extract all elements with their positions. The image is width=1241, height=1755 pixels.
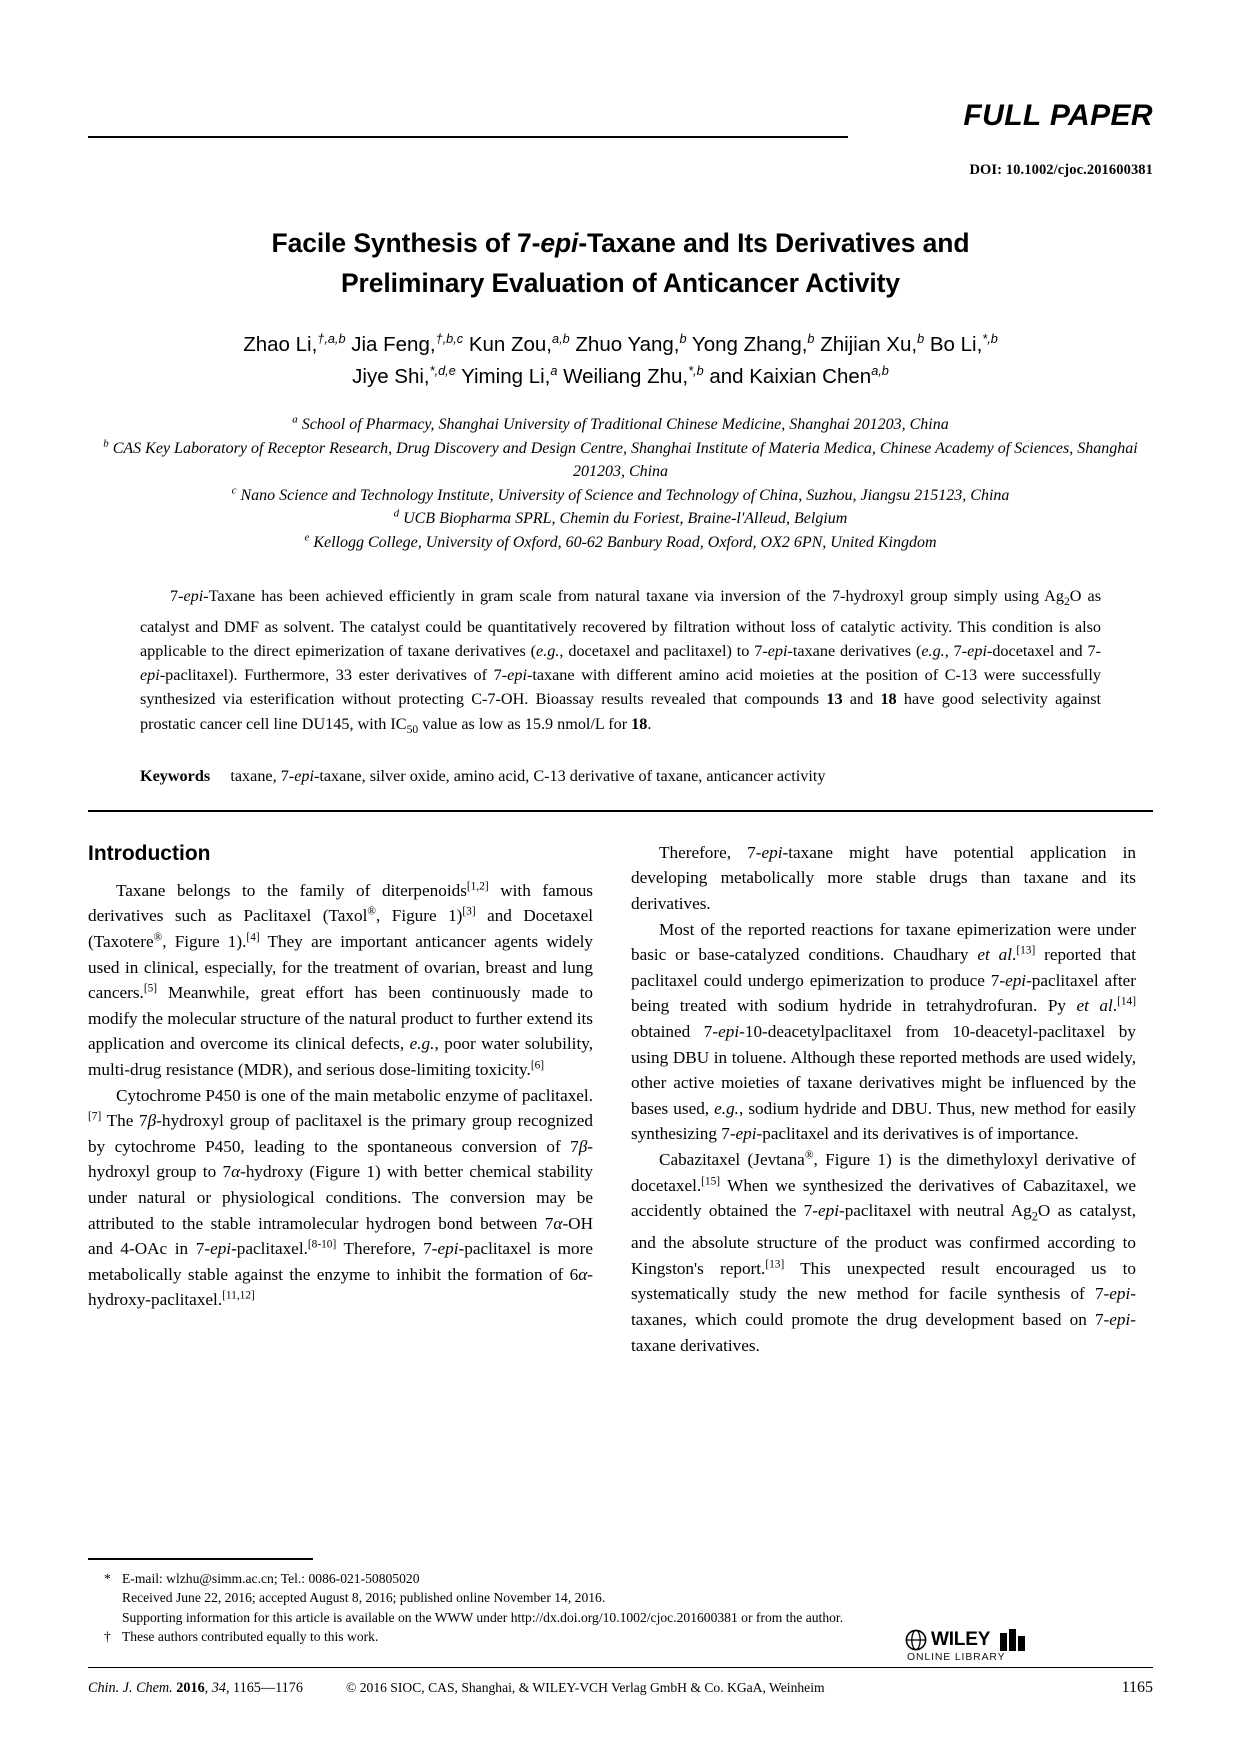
title-line-1-part-b: -Taxane and Its Derivatives and [578, 228, 970, 258]
footer-citation: Chin. J. Chem. 2016, 34, 1165—1176 [88, 1680, 303, 1696]
affiliation-marker: b [103, 437, 109, 450]
footnote-marker [88, 1608, 122, 1628]
title-line-1-part-a: Facile Synthesis of 7- [271, 228, 541, 258]
author-affiliation-marker: †,b,c [435, 331, 464, 347]
author-affiliation-marker: a [550, 363, 558, 379]
title-line-2: Preliminary Evaluation of Anticancer Activity [340, 268, 901, 298]
author-name: Jiye Shi, [352, 365, 430, 388]
affiliation-item [88, 531, 1153, 555]
author-name: Bo Li, [929, 333, 983, 356]
affiliation-marker: a [292, 413, 298, 426]
author-name: Zhijian Xu, [820, 333, 918, 356]
article-type-label: FULL PAPER [963, 99, 1153, 132]
body-paragraph: Cabazitaxel (Jevtana®, Figure 1) is the dimethyloxyl derivative of docetaxel.[15] When we synthesized the derivatives of Cabazitaxel, we accidently obtained the 7-epi-paclitaxel with neutral $Ag_2O$ as catalyst, and the absolute structure of the product was confirmed according to Kingston's report.[13] This unexpected result encouraged us to systematically study the new method for facile synthesis of 7-epi-taxanes, which could promote the drug development based on 7-epi-taxane derivatives. [631, 1149, 1137, 1355]
section-heading-introduction: Introduction [88, 841, 211, 865]
abstract-divider [88, 810, 1153, 812]
author-affiliation-marker: a,b [552, 331, 570, 347]
author-name: Yiming Li, [461, 365, 551, 388]
body-paragraph: Most of the reported reactions for taxane epimerization were under basic or base-catalyzed conditions. Chaudhary et al.[13] reported that paclitaxel could undergo epimerization to produce 7-epi-paclitaxel after being treated with sodium hydride in tetrahydrofuran. Py et al.[14] obtained 7-epi-10-deacetylpaclitaxel from 10-deacetyl-paclitaxel by using DBU in toluene. Although these reported methods are used widely, other active moieties of taxane derivatives might be influenced by the bases used, e.g., sodium hydride and DBU. Thus, new method for easily synthesizing 7-epi-paclitaxel and its derivatives is of importance. [631, 919, 1137, 1144]
author-name: Zhao Li, [243, 333, 318, 356]
keywords-label: Keywords [140, 767, 211, 786]
affiliation-marker: e [304, 531, 310, 544]
affiliation-item [88, 413, 1153, 437]
keywords-body: taxane, 7-epi-taxane, silver oxide, amino acid, C-13 derivative of taxane, anticancer activity [230, 767, 826, 786]
body-columns [88, 840, 1153, 1358]
affiliation-text: School of Pharmacy, Shanghai University of Traditional Chinese Medicine, Shanghai 201203, China [297, 416, 949, 433]
affiliation-marker: d [393, 507, 400, 520]
footnote-marker: * [104, 1570, 111, 1586]
author-name: Yong Zhang, [691, 333, 808, 356]
wiley-globe-icon [905, 1629, 927, 1651]
author-affiliation-marker: b [917, 331, 925, 347]
footer-year: 2016 [176, 1680, 205, 1696]
footer-journal-name: Chin. J. Chem. [88, 1680, 177, 1696]
affiliation-text: UCB Biopharma SPRL, Chemin du Foriest, Braine-l'Alleud, Belgium [399, 510, 848, 527]
author-name: Weiliang Zhu, [563, 365, 689, 388]
author-list [88, 329, 1153, 393]
footer-volume: 34 [211, 1680, 226, 1696]
footnote-text: Supporting information for this article is available on the WWW under http://dx.doi.org/10.1002/cjoc.201600381 or from the author. [122, 1609, 844, 1625]
author-name: Zhuo Yang, [575, 333, 680, 356]
right-column-paragraphs [631, 840, 1136, 1358]
keywords-block [140, 764, 1101, 788]
abstract-text: 7-epi-Taxane has been achieved efficiently in gram scale from natural taxane via inversion of the 7-hydroxyl group simply using $Ag_2O$ as catalyst and DMF as solvent. The catalyst could be quantitatively recovered by filtration without loss of catalytic activity. This condition is also applicable to the direct epimerization of taxane derivatives (e.g., docetaxel and paclitaxel) to 7-epi-taxane derivatives (e.g., 7-epi-docetaxel and 7-epi-paclitaxel). Furthermore, 33 ester derivatives of 7-epi-taxane with different amino acid moieties at the position of C-13 were successfully synthesized via esterification without protecting C-7-OH. Bioassay results revealed that compounds 13 and 18 have good selectivity against prostatic cancer cell line DU145, with $IC_{50}$ value as low as 15.9 nmol/L for 18. [140, 587, 1102, 736]
author-name: and Kaixian Chen [709, 365, 872, 388]
body-paragraph: Cytochrome P450 is one of the main metabolic enzyme of paclitaxel.[7] The 7β-hydroxyl group of paclitaxel is the primary group recognized by cytochrome P450, leading to the spontaneous conversion of 7β-hydroxyl group to 7α-hydroxy (Figure 1) with better chemical stability under natural or physiological conditions. The conversion may be attributed to the stable intramolecular hydrogen bond between 7α-OH and 4-OAc in 7-epi-paclitaxel.[8-10] Therefore, 7-epi-paclitaxel is more metabolically stable against the enzyme to inhibit the formation of 6α-hydroxy-paclitaxel.[11,12] [88, 1085, 594, 1310]
footnote-text: These authors contributed equally to this work. [122, 1629, 379, 1645]
affiliation-item [88, 484, 1153, 508]
footnote-marker: † [104, 1629, 111, 1645]
author-affiliation-marker: a,b [871, 363, 889, 379]
footnote-marker [88, 1588, 122, 1608]
title-line-1-emphasis: epi [540, 228, 579, 258]
footnote-rule [88, 1558, 313, 1559]
author-name: Kun Zou, [468, 333, 553, 356]
affiliation-text: Kellogg College, University of Oxford, 60-62 Banbury Road, Oxford, OX2 6PN, United Kingdom [309, 533, 937, 551]
footer-page-range: 1165—1176 [233, 1680, 303, 1696]
affiliation-text: CAS Key Laboratory of Receptor Research, Drug Discovery and Design Centre, Shanghai Institute of Materia Medica, Chinese Academy of Sciences, Shanghai 201203, China [108, 439, 1138, 480]
author-name: Jia Feng, [351, 333, 436, 356]
footer-copyright: © 2016 SIOC, CAS, Shanghai, & WILEY-VCH Verlag GmbH & Co. KGaA, Weinheim [346, 1680, 825, 1695]
author-line-1 [88, 329, 1153, 361]
body-column-right [631, 840, 1136, 1358]
author-affiliation-marker: b [679, 331, 687, 347]
footnote-text: E-mail: wlzhu@simm.ac.cn; Tel.: 0086-021-50805020 [122, 1570, 420, 1586]
affiliation-text: Nano Science and Technology Institute, University of Science and Technology of China, Suzhou, Jiangsu 215123, China [236, 486, 1010, 504]
title-line-1 [272, 228, 970, 258]
body-column-left [88, 840, 593, 1358]
left-column-paragraphs [88, 878, 593, 1313]
doi-line: DOI: 10.1002/cjoc.201600381 [969, 162, 1153, 178]
running-head-rule [88, 136, 848, 138]
wiley-online-library-label: ONLINE LIBRARY [907, 1652, 1006, 1663]
wiley-logo-top [905, 1629, 1091, 1651]
author-affiliation-marker: *,d,e [429, 363, 456, 379]
footnote-item [88, 1608, 1153, 1628]
author-affiliation-marker: b [807, 331, 815, 347]
affiliation-marker: c [231, 484, 237, 497]
author-line-2 [88, 361, 1153, 393]
body-paragraph: Taxane belongs to the family of diterpenoids[1,2] with famous derivatives such as Paclitaxel (Taxol®, Figure 1)[3] and Docetaxel (Taxotere®, Figure 1).[4] They are important anticancer agents widely used in clinical, especially, for the treatment of ovarian, breast and lung cancers.[5] Meanwhile, great effort has been continuously made to modify the molecular structure of the natural product to further extend its application and overcome its clinical defects, e.g., poor water solubility, multi-drug resistance (MDR), and serious dose-limiting toxicity.[6] [88, 880, 593, 1079]
footnote-item [88, 1569, 1153, 1589]
wiley-online-library-logo [905, 1629, 1091, 1663]
author-affiliation-marker: *,b [688, 363, 704, 379]
body-paragraph: Therefore, 7-epi-taxane might have potential application in developing metabolically more stable drugs than taxane and its derivatives. [631, 842, 1136, 914]
wiley-wordmark: WILEY [931, 1629, 991, 1650]
running-head [88, 96, 1153, 156]
affiliation-item [88, 437, 1153, 484]
author-affiliation-marker: *,b [982, 331, 998, 347]
footnote-item [88, 1588, 1153, 1608]
footnote-text: Received June 22, 2016; accepted August 8, 2016; published online November 14, 2016. [122, 1590, 606, 1606]
footer-rule [88, 1667, 1153, 1668]
affiliation-item [88, 507, 1153, 531]
wiley-bars-icon [1000, 1629, 1026, 1651]
page-title [88, 223, 1153, 303]
author-affiliation-marker: †,a,b [317, 331, 346, 347]
affiliation-list [88, 413, 1153, 554]
footer-page-number: 1165 [1121, 1679, 1153, 1696]
